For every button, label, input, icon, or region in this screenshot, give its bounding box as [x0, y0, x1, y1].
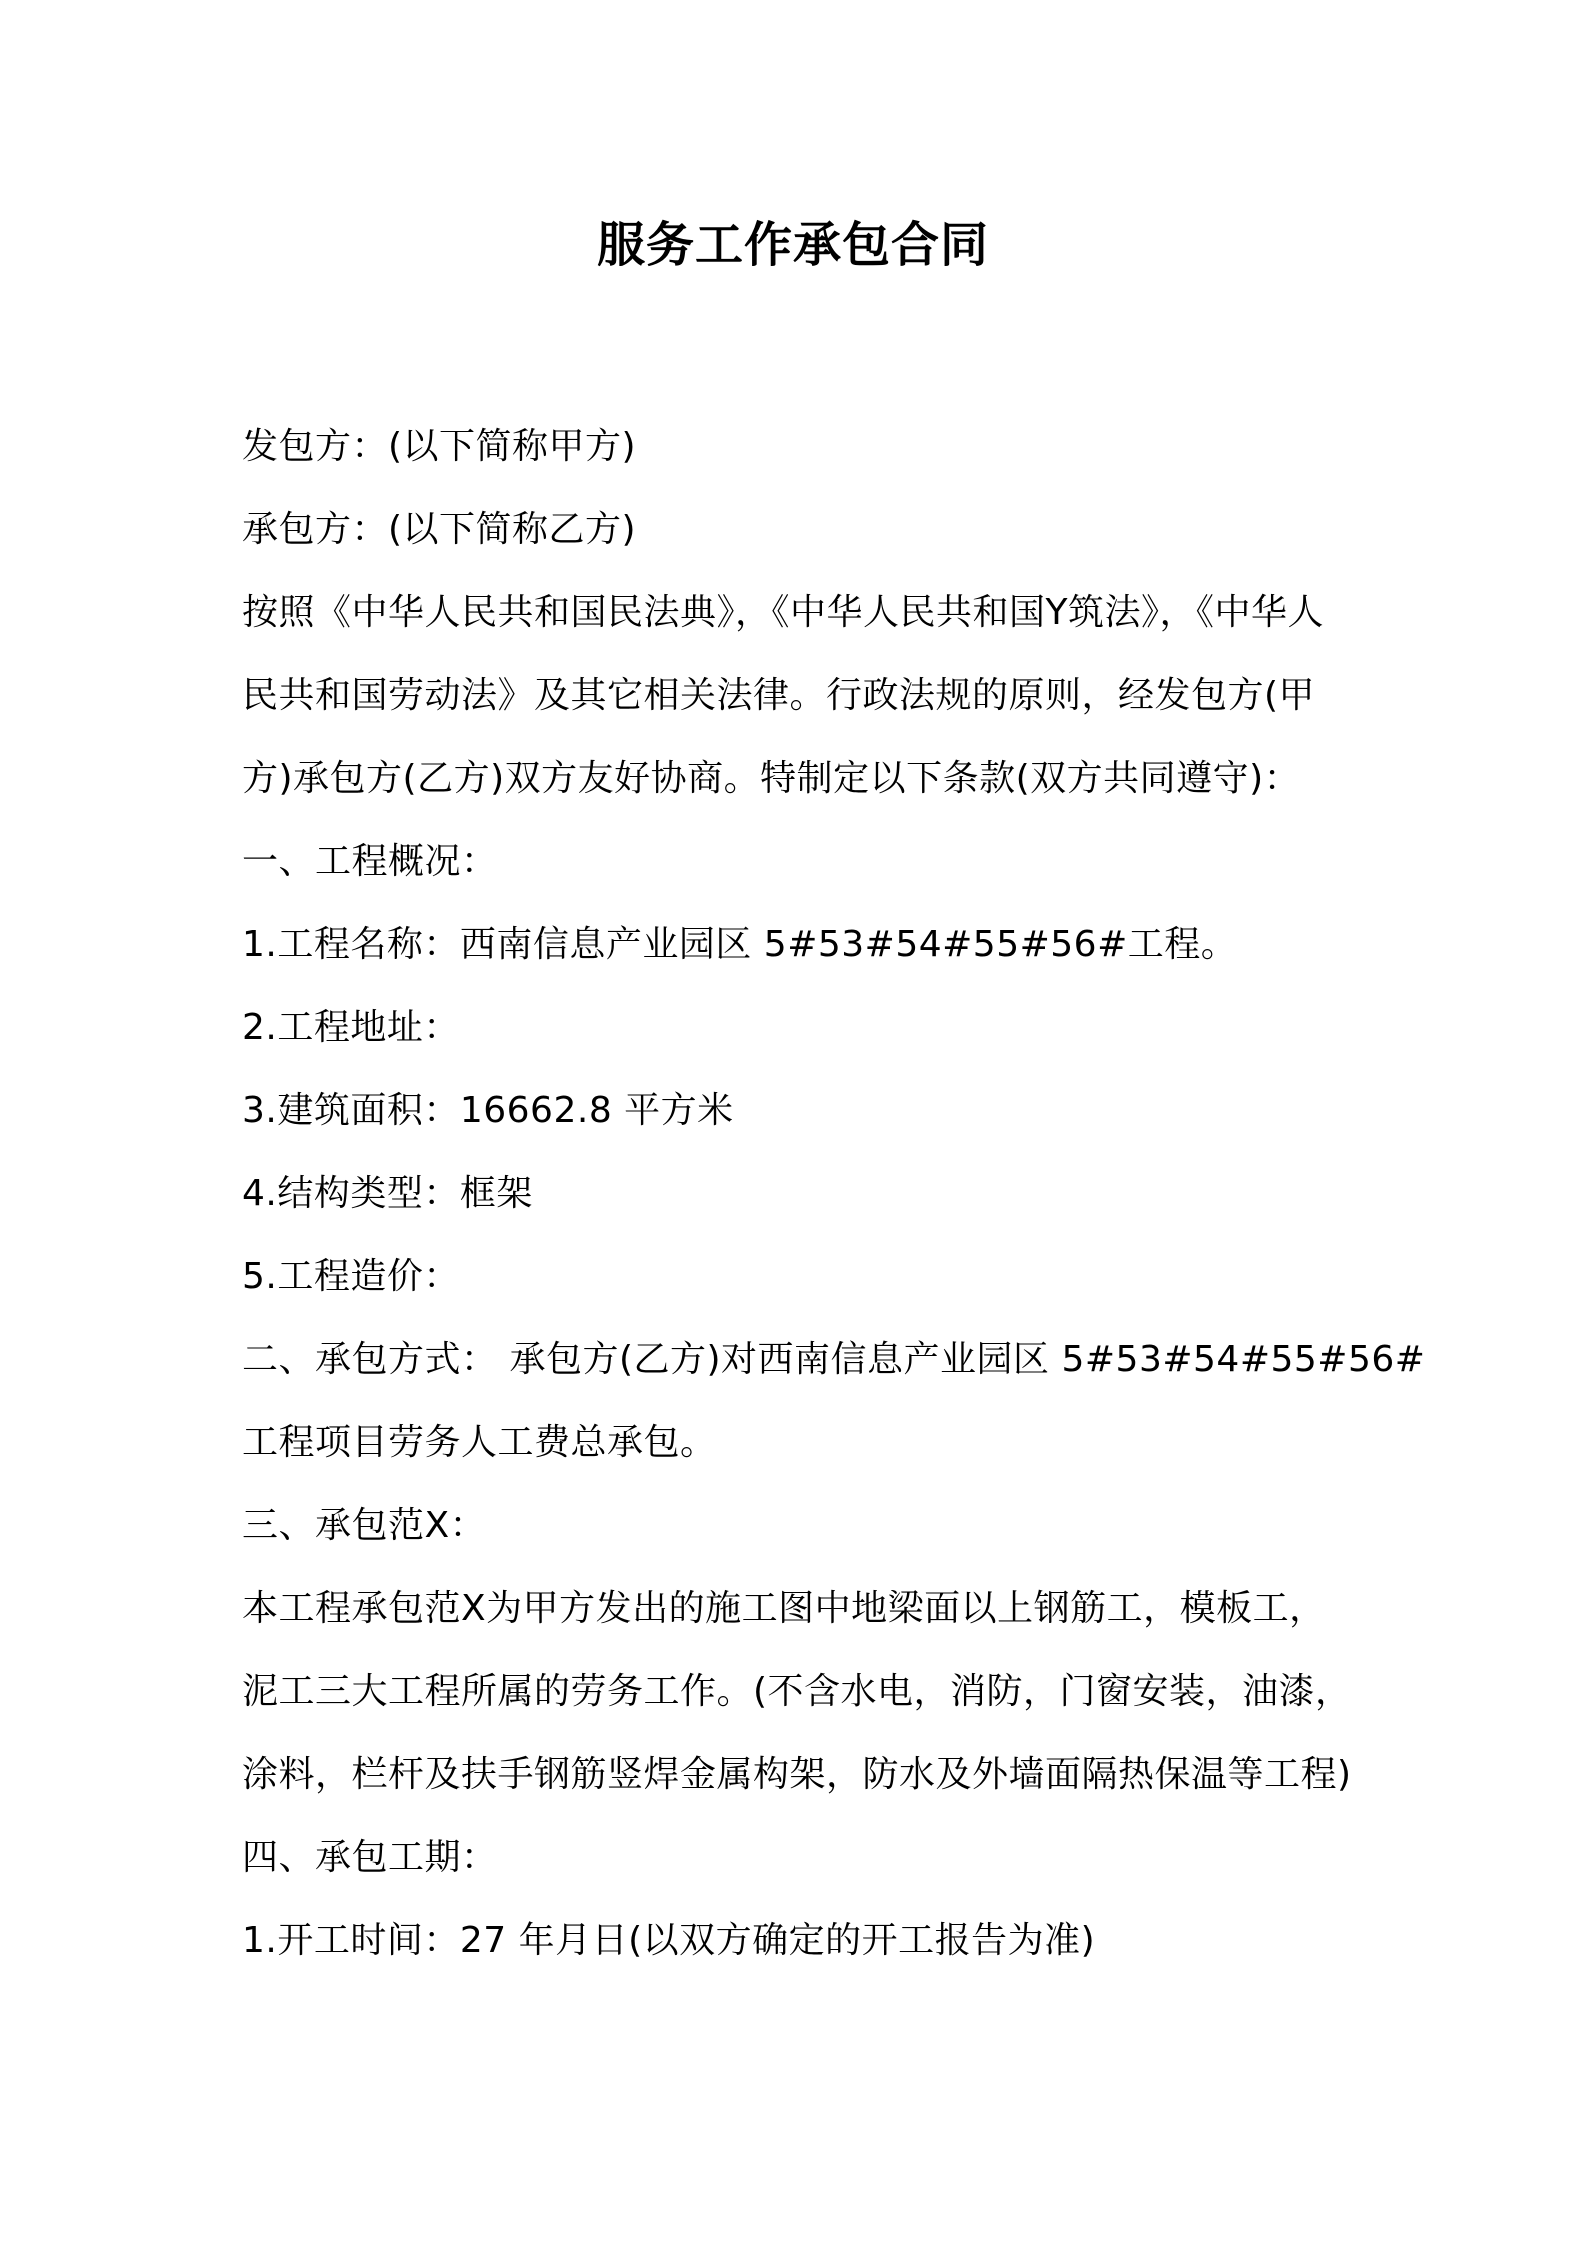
scope-line-2: 泥工三大工程所属的劳务工作。(不含水电，消防，门窗安装，油漆， [242, 1671, 1352, 1712]
contract-method-line-1: 二、承包方式： 承包方(乙方)对西南信息产业园区 5#53#54#55#56# [242, 1339, 1426, 1380]
contract-method-line-2: 工程项目劳务人工费总承包。 [242, 1422, 717, 1463]
project-name-line: 1.工程名称：西南信息产业园区 5#53#54#55#56#工程。 [242, 924, 1238, 965]
preamble-line-1: 按照《中华人民共和国民法典》，《中华人民共和国Y筑法》，《中华人 [242, 592, 1324, 633]
party-b-line: 承包方：(以下简称乙方) [242, 509, 637, 550]
section-heading-schedule: 四、承包工期： [242, 1837, 498, 1878]
scope-line-3: 涂料，栏杆及扶手钢筋竖焊金属构架，防水及外墙面隔热保温等工程) [242, 1754, 1352, 1795]
scope-line-1: 本工程承包范X为甲方发出的施工图中地梁面以上钢筋工，模板工， [242, 1588, 1326, 1629]
party-a-line: 发包方：(以下简称甲方) [242, 426, 637, 467]
preamble-line-2: 民共和国劳动法》及其它相关法律。行政法规的原则，经发包方(甲 [242, 675, 1316, 716]
building-area-line: 3.建筑面积：16662.8 平方米 [242, 1090, 734, 1131]
section-heading-overview: 一、工程概况： [242, 841, 498, 882]
section-heading-scope: 三、承包范X： [242, 1505, 487, 1546]
contract-body [242, 405, 1426, 1982]
structure-type-line: 4.结构类型：框架 [242, 1173, 533, 1214]
project-cost-line: 5.工程造价： [242, 1256, 460, 1297]
start-time-line: 1.开工时间：27 年月日(以双方确定的开工报告为准) [242, 1920, 1096, 1961]
project-address-line: 2.工程地址： [242, 1007, 460, 1048]
preamble-line-3: 方)承包方(乙方)双方友好协商。特制定以下条款(双方共同遵守)： [242, 758, 1301, 799]
document-title: 服务工作承包合同 [596, 217, 989, 273]
